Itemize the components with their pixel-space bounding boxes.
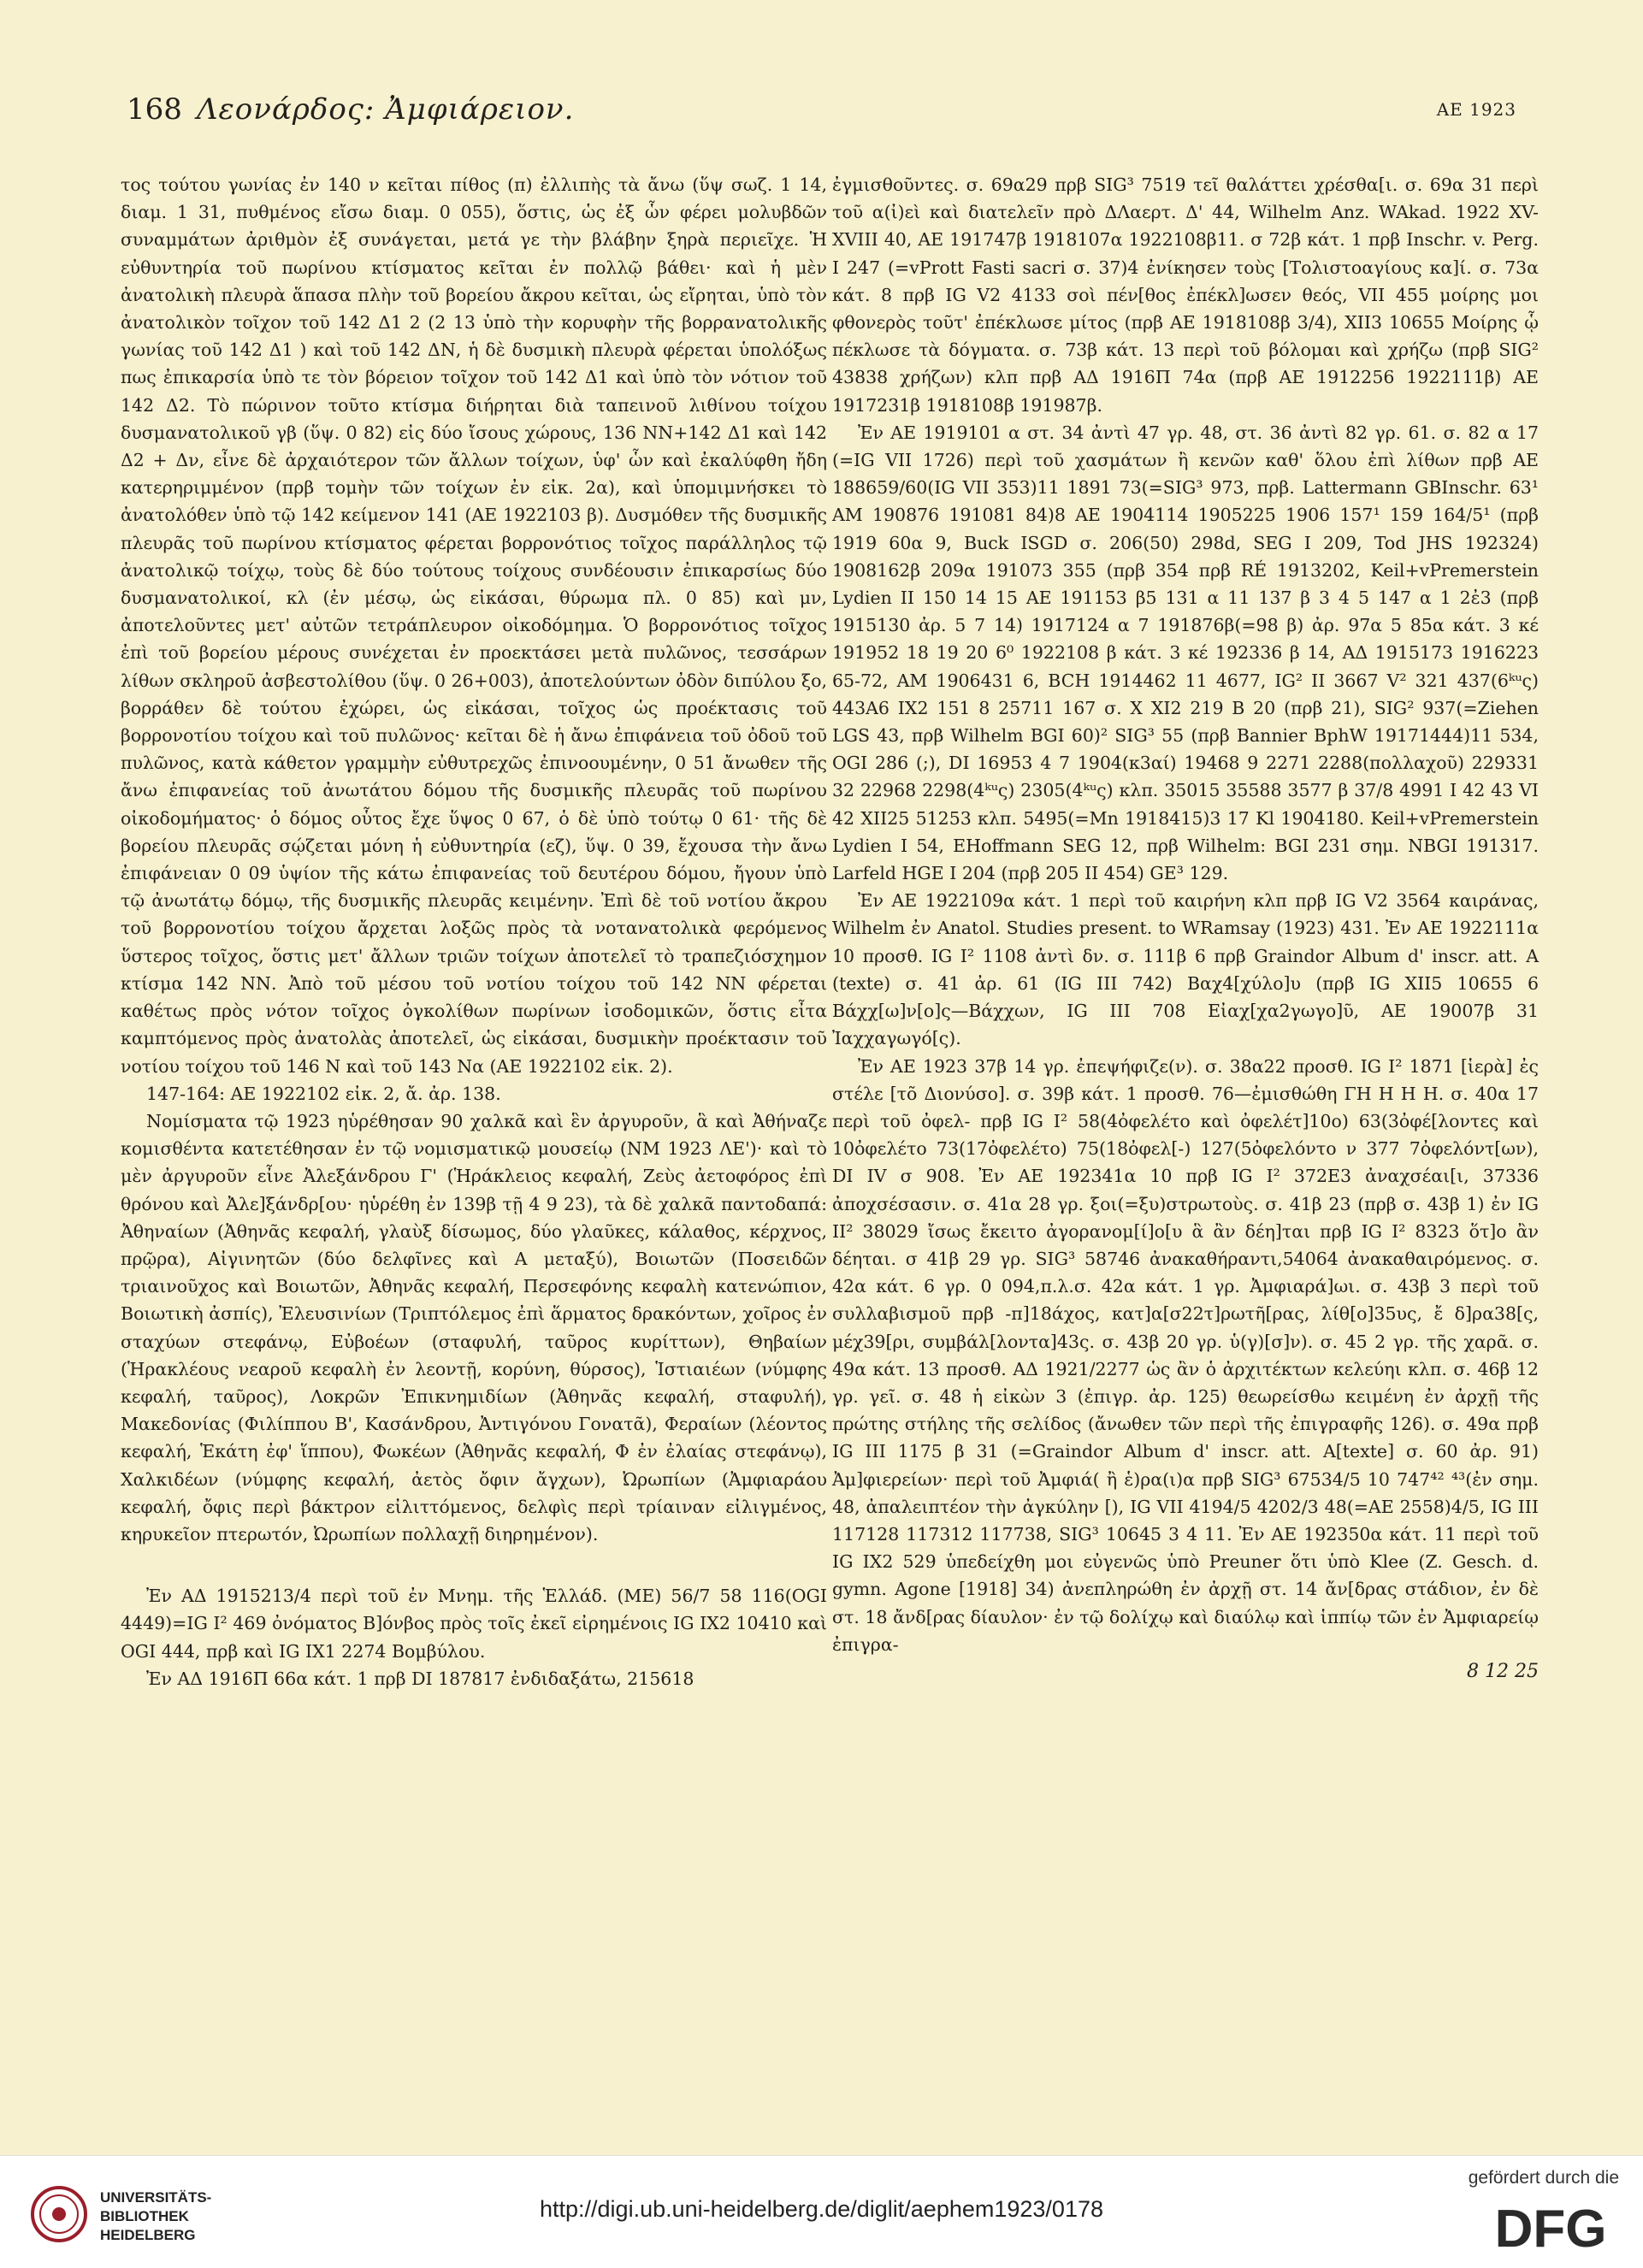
left-column <box>121 171 827 1692</box>
paragraph: Νομίσματα τῷ 1923 ηὑρέθησαν 90 χαλκᾶ καὶ ἓν ἀργυροῦν, ἃ καὶ Ἀθήναζε κομισθέντα κατετέθησαν ἐν τῷ νομισματικῷ μουσείῳ (ΝΜ 1923 ΛΕ')· καὶ τὸ μὲν ἀργυροῦν εἶνε Ἀλεξάνδρου Γ' (Ἡράκλειος κεφαλή, Ζεὺς ἀετοφόρος ἐπὶ θρόνου καὶ Ἀλε]ξάνδρ[ου· ηὑρέθη ἐν 139β τῇ 4 9 23), τὰ δὲ χαλκᾶ παντοδαπά: Ἀθηναίων (Ἀθηνᾶς κεφαλή, γλαὺξ δίσωμος, δύο γλαῦκες, κάλαθος, κέρχνος, πρῷρα), Αἰγινητῶν (δύο δελφῖνες καὶ Α μεταξύ), Βοιωτῶν (Ποσειδῶν τριαινοῦχος καὶ Βοιωτῶν, Ἀθηνᾶς κεφαλή, Περσεφόνης κεφαλὴ κατενώπιον, Βοιωτικὴ ἀσπίς), Ἐλευσινίων (Τριπτόλεμος ἐπὶ ἅρματος δρακόντων, χοῖρος ἐν σταχύων στεφάνῳ, Εὐβοέων (σταφυλή, ταῦρος κυρίττων), Θηβαίων (Ἡρακλέους νεαροῦ κεφαλὴ ἐν λεοντῇ, κορύνη, θύρσος), Ἱστιαιέων (νύμφης κεφαλή, ταῦρος), Λοκρῶν Ἐπικνημιδίων (Ἀθηνᾶς κεφαλή, σταφυλή), Μακεδονίας (Φιλίππου Β', Κασάνδρου, Ἀντιγόνου Γονατᾶ), Φεραίων (λέοντος κεφαλή, Ἑκάτη ἐφ' ἵππου), Φωκέων (Ἀθηνᾶς κεφαλή, Φ ἐν ἐλαίας στεφάνῳ), Χαλκιδέων (νύμφης κεφαλή, ἀετὸς ὄφιν ἄγχων), Ὠρωπίων (Ἀμφιαράου κεφαλή, ὄφις περὶ βάκτρον εἰλιττόμενος, δελφὶς περὶ τρίαιναν εἰλιγμένος, κηρυκεῖον πτερωτόν, Ὠρωπίων πολλαχῇ διηρημένον). <box>121 1110 827 1544</box>
page-number: 168 <box>127 92 182 127</box>
dfg-logo[interactable] <box>1482 2197 1619 2253</box>
paragraph: Ἐν ΑΔ 1915213/4 περὶ τοῦ ἐν Μνημ. τῆς Ἑλλάδ. (ΜΕ) 56/7 58 116(OGI 4449)=IG I² 469 ὀνόματος Β]όνβος πρὸς τοῖς ἐκεῖ εἰρημένοις IG IX2 10410 καὶ OGI 444, πρβ καὶ IG IX1 2274 Βομβύλου. <box>121 1586 827 1662</box>
running-title: Λεονάρδος: Ἀμφιάρειον. <box>197 92 575 127</box>
sponsor-caption: gefördert durch die <box>1468 2168 1619 2188</box>
right-column <box>832 171 1539 1686</box>
dfg-logo-text: DFG <box>1494 2200 1607 2253</box>
permalink-url[interactable]: http://digi.ub.uni-heidelberg.de/diglit/aephem1923/0178 <box>540 2196 1103 2222</box>
paragraph: ἐγμισθοῦντες. σ. 69α29 πρβ SIG³ 7519 τεῖ θαλάττει χρέσθα[ι. σ. 69α 31 περὶ τοῦ α(ἰ)εὶ καὶ διατελεῖν πρὸ ΔΛαερτ. Δ' 44, Wilhelm Anz. WAkad. 1922 XV-XVIII 40, ΑΕ 191747β 1918107α 1922108β11. σ 72β κάτ. 1 πρβ Inschr. v. Perg. I 247 (=vPrott Fasti sacri σ. 37)4 ἐνίκησεν τοὺς [Τολιστοαγίους κα]ί. σ. 73α κάτ. 8 πρβ IG V2 4133 σοὶ πέν[θος ἐπέκλ]ωσεν θεός, VII 455 μοίρης μοι φθονερὸς τοῦτ' ἐπέκλωσε μίτος (πρβ ΑΕ 1918108β 3/4), XII3 10655 Μοίρης ᾧ πέκλωσε τὰ δόγματα. σ. 73β κάτ. 13 περὶ τοῦ βόλομαι καὶ χρήζω (πρβ SIG² 43838 χρήζων) κλπ πρβ ΑΔ 1916Π 74α (πρβ ΑΕ 1912256 1922111β) ΑΕ 1917231β 1918108β 191987β. <box>832 174 1539 416</box>
paragraph: Ἐν ΑΕ 1919101 α στ. 34 ἀντὶ 47 γρ. 48, στ. 36 ἀντὶ 82 γρ. 61. σ. 82 α 17 (=IG VII 1726) περὶ τοῦ χασμάτων ἢ κενῶν καθ' ὅλου ἐπὶ λίθων πρβ ΑΕ 188659/60(IG VII 353)11 1891 73(=SIG³ 973, πρβ. Lattermann GBInschr. 63¹ ΑΜ 190876 191081 84)8 ΑΕ 1904114 1905225 1906 157¹ 159 164/5¹ (πρβ 1919 60α 9, Buck ISGD σ. 206(50) 298d, SEG I 209, Tod JHS 192324) 1908162β 209α 191073 355 (πρβ 354 πρβ RÉ 1913202, Keil+vPremerstein Lydien II 150 14 15 ΑΕ 191153 β5 131 α 11 137 β 3 4 5 147 α 1 2ἐ3 (πρβ 1915130 ἀρ. 5 7 14) 1917124 α 7 191876β(=98 β) ἀρ. 97α 5 85α κάτ. 3 κέ 191952 18 19 20 6⁰ 1922108 β κάτ. 3 κέ 192336 β 14, ΑΔ 1915173 1916223 65-72, ΑΜ 1906431 6, BCH 1914462 11 4677, IG² II 3667 V² 321 437(6ᵏᵘς) 443Α6 IX2 151 8 25711 167 σ. Χ XI2 219 Β 20 (πρβ 21), SIG² 937(=Ziehen LGS 43, πρβ Wilhelm BGI 60)² SIG³ 55 (πρβ Bannier BphW 19171444)11 534, OGI 286 (;), DI 16953 4 7 1904(κ3αί) 19468 9 2271 2288(πολλαχοῦ) 229331 32 22968 2298(4ᵏᵘς) 2305(4ᵏᵘς) κλπ. 35015 35588 3577 β 37/8 4991 Ι 42 43 VI 42 XII25 51253 κλπ. 5495(=Mn 1918415)3 17 Kl 1904180. Keil+vPremerstein Lydien I 54, EHoffmann SEG 12, πρβ Wilhelm: BGI 231 σημ. NBGI 191317. Larfeld HGE I 204 (πρβ 205 II 454) GE³ 129. <box>832 422 1539 884</box>
date-note: 8 12 25 <box>1467 1660 1539 1682</box>
footer-bar <box>0 2155 1643 2268</box>
paragraph: τος τούτου γωνίας ἐν 140 ν κεῖται πίθος (π) ἐλλιπὴς τὰ ἄνω (ὕψ σωζ. 1 14, διαμ. 1 31, πυθμένος εἴσω διαμ. 0 055), ὅστις, ὡς ἐξ ὧν φέρει μολυβδῶν συναμμάτων ἀριθμὸν ἐξ συνάγεται, μετά γε τὴν βλάβην ξηρὰ περιεῖχε. Ἡ εὐθυντηρία τοῦ πωρίνου κτίσματος κεῖται ἐν πολλῷ βάθει· καὶ ἡ μὲν ἀνατολικὴ πλευρὰ ἅπασα πλὴν τοῦ βορείου ἄκρου κεῖται, ὡς εἴρηται, ὑπὸ τὸν ἀνατολικὸν τοῖχον τοῦ 142 Δ1 2 (2 13 ὑπὸ τὴν κορυφὴν τῆς βορρανατολικῆς γωνίας τοῦ 142 Δ1 ) καὶ τοῦ 142 ΔΝ, ἡ δὲ δυσμικὴ πλευρὰ φέρεται ὑπολόξως πως ἐπικαρσία ὑπὸ τε τὸν βόρειον τοῖχον τοῦ 142 Δ1 καὶ ὑπὸ τὸν νότιον τοῦ 142 Δ2. Τὸ πώρινον τοῦτο κτίσμα διήρηται διὰ ταπεινοῦ λιθίνου τοίχου δυσμανατολικοῦ γβ (ὕψ. 0 82) εἰς δύο ἴσους χώρους, 136 ΝΝ+142 Δ1 καὶ 142 Δ2 + Δν, εἶνε δὲ ἀρχαιότερον τῶν ἄλλων τοίχων, ὑφ' ὧν καὶ ἐκαλύφθη ἤδη κατερηριμμένον (πρβ τομὴν τῶν τοίχων ἐν εἰκ. 2α), καὶ ὑπομιμνήσκει τὸ ἀνατολόθεν ὑπὸ τῷ 142 κείμενον 141 (ΑΕ 1922103 β). Δυσμόθεν τῆς δυσμικῆς πλευρᾶς τοῦ πωρίνου κτίσματος φέρεται βορρονότιος τοῖχος παράλληλος τῷ ἀνατολικῷ τοίχῳ, τοὺς δὲ δύο τούτους τοίχους συνδέουσιν ἐπικαρσίως δύο δυσμανατολικοί, κλ (ἐν μέσῳ, ὡς εἰκάσαι, θύρωμα πλ. 0 85) καὶ μν, ἀποτελοῦντες μετ' αὐτῶν τετράπλευρον οἰκοδόμημα. Ὁ βορρονότιος τοῖχος ἐπὶ τοῦ βορείου μέρους συνέχεται ἐν προεκτάσει μετὰ πυλῶνος, τεσσάρων λίθων σκληροῦ ἀσβεστολίθου (ὕψ. 0 26+003), ἀποτελούντων ὀδὸν διπύλου ξο, βορράθεν δὲ τούτου ἐχώρει, ὡς εἰκάσαι, τοῖχος ὡς προέκτασις τοῦ βορρονοτίου τοίχου καὶ τοῦ πυλῶνος· κεῖται δὲ ἡ ἄνω ἐπιφάνεια τοῦ ὀδοῦ τοῦ πυλῶνος, κατὰ κάθετον γραμμὴν εὐθυτρεχῶς ἐπινοουμένην, 0 51 ἄνωθεν τῆς ἄνω ἐπιφανείας τοῦ ἀνωτάτου δόμου τῆς δυσμικῆς πλευρᾶς τοῦ πωρίνου οἰκοδομήματος· ὁ δόμος οὗτος ἔχε ὕψος 0 67, ὁ δὲ ὑπὸ τούτῳ 0 61· τῆς δὲ βορείου πλευρᾶς σῴζεται μόνη ἡ εὐθυντηρία (εζ), ὕψ. 0 39, ἔχουσα τὴν ἄνω ἐπιφάνειαν 0 09 ὑψίον τῆς κάτω ἐπιφανείας τοῦ δευτέρου δόμου, ἤγουν ὑπὸ τῷ ἀνωτάτῳ δόμῳ, τῆς δυσμικῆς πλευρᾶς κειμένην. Ἐπὶ δὲ τοῦ νοτίου ἄκρου τοῦ βορρονοτίου τοίχου ἄρχεται λοξῶς πρὸς τὰ νοτανατολικὰ φερόμενος ὕστερος τοῖχος, ὅστις μετ' ἄλλων τριῶν τοίχων ἀποτελεῖ τὸ τραπεζιόσχημον κτίσμα 142 ΝΝ. Ἀπὸ τοῦ μέσου τοῦ νοτίου τοίχου τοῦ 142 ΝΝ φέρεται καθέτως πρὸς νότον τοῖχος ὀγκολίθων πωρίνων ἰσοδομικῶν, ὅστις εἶτα καμπτόμενος πρὸς ἀνατολὰς ἀποτελεῖ, ὡς εἰκάσαι, δυσμικὴν προέκτασιν τοῦ νοτίου τοίχου τοῦ 146 Ν καὶ τοῦ 143 Να (ΑΕ 1922102 εἰκ. 2). <box>121 174 827 1077</box>
page-header <box>127 92 1516 135</box>
library-name: UNIVERSITÄTS- BIBLIOTHEK HEIDELBERG <box>100 2189 212 2243</box>
paragraph: Ἐν ΑΕ 1922109α κάτ. 1 περὶ τοῦ καιρήνη κλπ πρβ IG V2 3564 καιράνας, Wilhelm ἐν Anatol. Studies present. to WRamsay (1923) 431. Ἐν ΑΕ 1922111α 10 προσθ. IG I² 1108 ἀντὶ δν. σ. 111β 6 πρβ Graindor Album d' inscr. att. A (texte) σ. 41 ἀρ. 61 (IG III 742) Βαχ4[χύλο]υ (πρβ IG XII5 10655 6 Βάχχ[ω]ν[ο]ς—Βάχχων, IG III 708 Εἰαχ[χα2γωγο]ῦ, ΑΕ 19007β 31 Ἰαχχαγωγό[ς). <box>832 890 1539 1049</box>
journal-year: ΑΕ 1923 <box>1436 99 1516 120</box>
paragraph: 147-164: ΑΕ 1922102 εἰκ. 2, ἄ. ἀρ. 138. <box>146 1083 501 1104</box>
paragraph: Ἐν ΑΔ 1916Π 66α κάτ. 1 πρβ DI 187817 ἐνδιδαξάτω, 215618 <box>146 1668 694 1689</box>
paragraph: Ἐν ΑΕ 1923 37β 14 γρ. ἐπεψήφιζε(ν). σ. 38α22 προσθ. IG I² 1871 [ἱερὰ] ἐς στέλε [τõ Διονύσο]. σ. 39β κάτ. 1 προσθ. 76—ἐμισθώθη ΓΗ Η Η Η. σ. 40α 17 περὶ τοῦ ὀφελ- πρβ IG I² 58(4ὀφελέτο καὶ ὀφελέτ]10ο) 63(3ὀφέ[λοντες καὶ 10ὀφελέτο 73(17ὀφελέτο) 75(18ὀφελ[-) 127(5ὀφελόντο ν 377 7ὀφελόντ[ων), DI IV σ 908. Ἐν ΑΕ 192341α 10 πρβ IG I² 372Ε3 ἀναχσέαι[ι, 37336 ἀποχσέσασιν. σ. 41α 28 γρ. ξοι(=ξυ)στρωτοὺς. σ. 41β 23 (πρβ σ. 43β 1) ἐν IG II² 38029 ἴσως ἔκειτο ἀγορανομ[ί]ο[υ ἃ ἂν δέη]ται πρβ IG I² 8323 ὅτ]ο ἂν δέηται. σ 41β 29 γρ. SIG³ 58746 ἀνακαθήραντι,54064 ἀνακαθαιρόμενος. σ. 42α κάτ. 6 γρ. 0 094,π.λ.σ. 42α κάτ. 1 γρ. Ἀμφιαρά]ωι. σ. 43β 3 περὶ τοῦ συλλαβισμοῦ πρβ -π]18άχος, κατ]α[σ22τ]ρωτῆ[ρας, λίθ[ο]35υς, ἔ δ]ρα38[ς, μέχ39[ρι, συμβάλ[λοντα]43ς. σ. 43β 20 γρ. ὑ(γ)[σ]ν). σ. 45 2 γρ. τῆς χαρᾶ. σ. 49α κάτ. 13 προσθ. ΑΔ 1921/2277 ὡς ἂν ὁ ἀρχιτέκτων κελεύηι κλπ. σ. 46β 12 γρ. γεῖ. σ. 48 ἡ εἰκὼν 3 (ἐπιγρ. ἀρ. 125) θεωρείσθω κειμένη ἐν ἀρχῇ τῆς πρώτης στήλης τῆς σελίδος (ἄνωθεν τῶν περὶ τῆς ἐπιγραφῆς 126). σ. 49α πρβ IG III 1175 β 31 (=Graindor Album d' inscr. att. A[texte] σ. 60 ἀρ. 91) Ἀμ]φιερείων· περὶ τοῦ Ἀμφιά( ἢ ἑ)ρα(ι)α πρβ SIG³ 67534/5 10 747⁴² ⁴³(ἐν σημ. 48, ἀπαλειπτέον τὴν ἀγκύλην [), IG VII 4194/5 4202/3 48(=ΑΕ 2558)4/5, IG III 117128 117312 117738, SIG³ 10645 3 4 11. Ἐν ΑΕ 192350α κάτ. 11 περὶ τοῦ IG IX2 529 ὑπεδείχθη μοι εὐγενῶς ὑπὸ Preuner ὅτι ὑπὸ Klee (Z. Gesch. d. gymn. Agone [1918] 34) ἀνεπληρώθη ἐν ἀρχῇ στ. 14 ἄν[δρας στάδιον, ἐν δὲ στ. 18 ἄνδ[ρας δίαυλον· ἐν τῷ δολίχῳ καὶ διαύλῳ καὶ ἱππίῳ τῶν ἐν Ἀμφιαρείῳ ἐπιγρα- <box>832 1055 1539 1655</box>
